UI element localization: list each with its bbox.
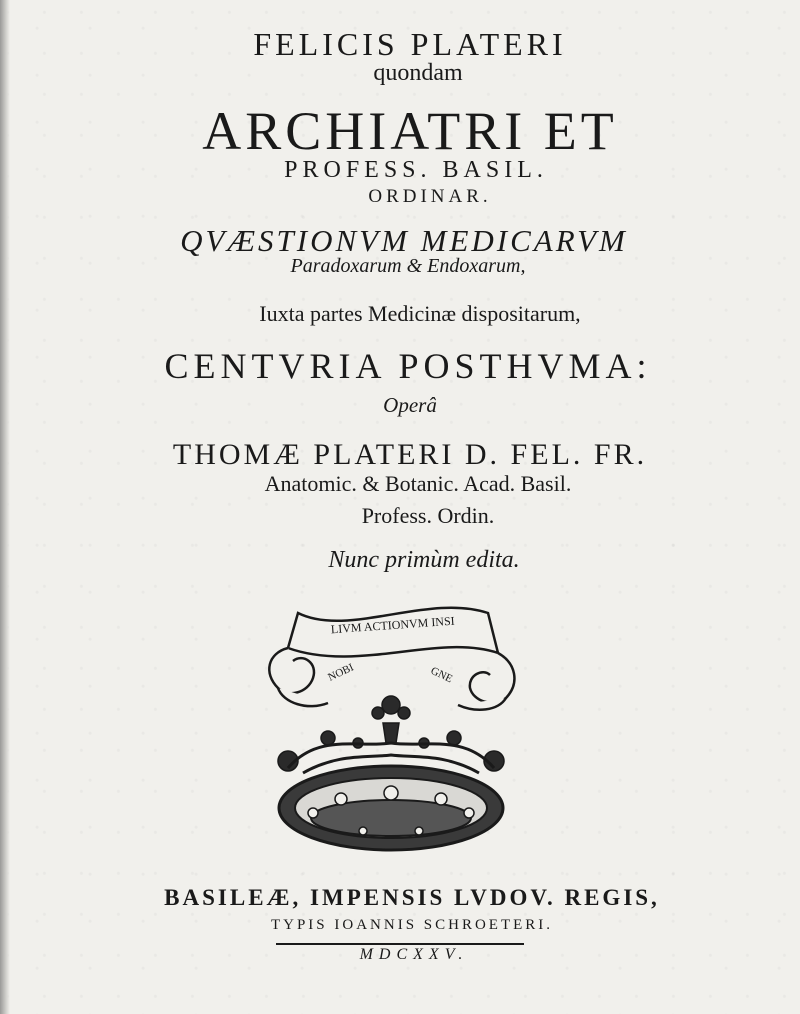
banner-left-text: NOBI: [326, 661, 356, 684]
imprint-year: MDCXXV.: [359, 946, 469, 963]
disposition-line: Iuxta partes Medicinæ dispositarum,: [259, 301, 581, 326]
profess-line: PROFESS. BASIL.: [284, 157, 548, 183]
banner-right-text: GNE: [428, 664, 455, 686]
office-line: ARCHIATRI ET: [202, 101, 618, 161]
ordinar-line: ORDINAR.: [368, 186, 492, 207]
editor-line: THOMÆ PLATERI D. FEL. FR.: [172, 438, 648, 471]
edition-note: Nunc primùm edita.: [328, 547, 520, 573]
imprint-printer: TYPIS IOANNIS SCHROETERI.: [270, 917, 554, 933]
work-title: QVÆSTIONVM MEDICARVM: [180, 223, 628, 258]
centuria-line: CENTVRIA POSTHVMA:: [164, 346, 652, 386]
editor-rank-line: Profess. Ordin.: [361, 503, 495, 528]
imprint-rule: [276, 943, 524, 945]
author-line: FELICIS PLATERI: [253, 26, 567, 62]
editor-role-line: Anatomic. & Botanic. Acad. Basil.: [264, 471, 572, 496]
printer-device-crown-icon: [258, 593, 524, 863]
imprint-place-publisher: BASILEÆ, IMPENSIS LVDOV. REGIS,: [164, 885, 660, 910]
opera-line: Operâ: [383, 393, 437, 417]
work-subtitle: Paradoxarum & Endoxarum,: [290, 255, 526, 277]
banner-text: LIVM ACTIONVM INSI: [330, 613, 456, 637]
quondam-line: quondam: [373, 60, 463, 86]
